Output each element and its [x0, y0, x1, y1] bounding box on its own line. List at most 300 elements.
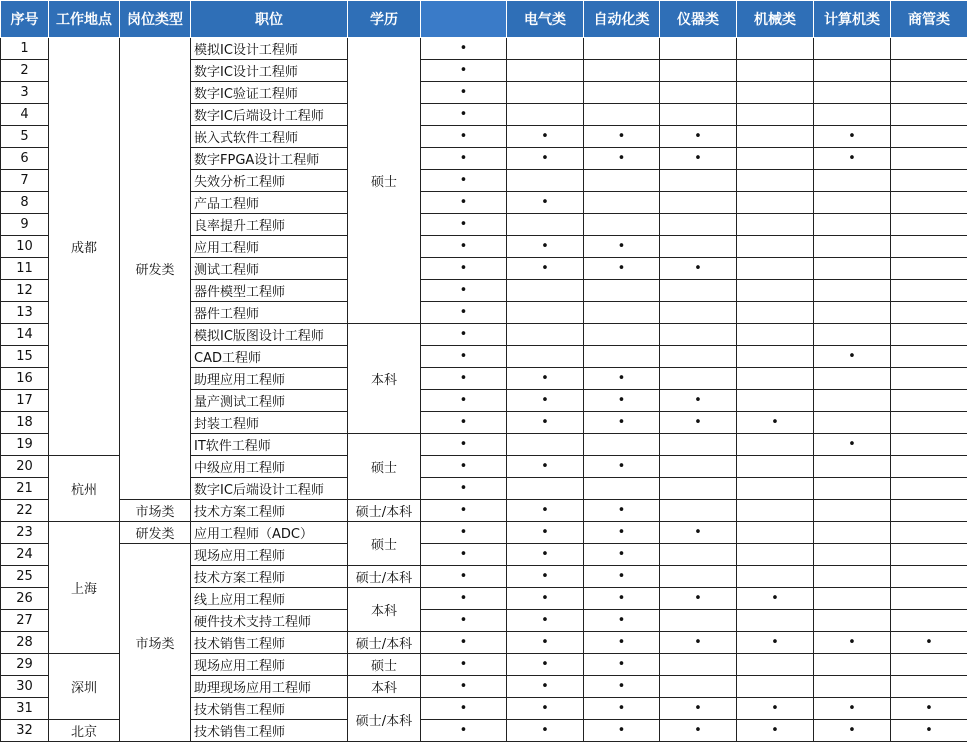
- major-mark-cell: •: [891, 720, 967, 742]
- major-mark-cell: [814, 412, 891, 434]
- major-mark-cell: •: [507, 126, 584, 148]
- major-mark-cell: •: [814, 632, 891, 654]
- major-mark-cell: [660, 368, 737, 390]
- major-mark-cell: •: [421, 456, 507, 478]
- major-mark-cell: •: [421, 192, 507, 214]
- major-mark-cell: [891, 126, 967, 148]
- major-mark-cell: •: [421, 236, 507, 258]
- major-mark-cell: [814, 522, 891, 544]
- major-mark-cell: [660, 82, 737, 104]
- major-mark-cell: [814, 654, 891, 676]
- major-mark-cell: [891, 280, 967, 302]
- major-mark-cell: •: [660, 698, 737, 720]
- major-mark-cell: [660, 676, 737, 698]
- position-cell: 中级应用工程师: [191, 456, 348, 478]
- major-mark-cell: [737, 302, 814, 324]
- job-type-cell: 市场类: [120, 500, 191, 522]
- major-mark-cell: [737, 500, 814, 522]
- major-mark-cell: [584, 192, 660, 214]
- major-mark-cell: •: [421, 214, 507, 236]
- major-mark-cell: [891, 104, 967, 126]
- major-mark-cell: •: [584, 412, 660, 434]
- major-mark-cell: •: [421, 676, 507, 698]
- major-mark-cell: [891, 82, 967, 104]
- major-mark-cell: [507, 324, 584, 346]
- position-cell: 数字IC验证工程师: [191, 82, 348, 104]
- major-mark-cell: [891, 214, 967, 236]
- major-mark-cell: [584, 38, 660, 60]
- row-number: 2: [1, 60, 49, 82]
- major-mark-cell: •: [814, 434, 891, 456]
- major-mark-cell: [737, 258, 814, 280]
- major-mark-cell: [814, 566, 891, 588]
- major-mark-cell: •: [584, 258, 660, 280]
- major-mark-cell: •: [737, 632, 814, 654]
- major-mark-cell: [660, 654, 737, 676]
- position-cell: 测试工程师: [191, 258, 348, 280]
- major-mark-cell: •: [421, 390, 507, 412]
- header-location: 工作地点: [49, 1, 120, 38]
- position-cell: 器件模型工程师: [191, 280, 348, 302]
- row-number: 14: [1, 324, 49, 346]
- row-number: 16: [1, 368, 49, 390]
- major-mark-cell: [507, 302, 584, 324]
- major-mark-cell: [507, 38, 584, 60]
- major-mark-cell: •: [737, 588, 814, 610]
- major-mark-cell: •: [507, 192, 584, 214]
- major-mark-cell: •: [814, 720, 891, 742]
- major-mark-cell: [737, 610, 814, 632]
- major-mark-cell: •: [507, 412, 584, 434]
- major-mark-cell: [814, 390, 891, 412]
- major-mark-cell: •: [814, 346, 891, 368]
- education-cell: 本科: [348, 588, 421, 632]
- major-mark-cell: •: [421, 324, 507, 346]
- major-mark-cell: [737, 214, 814, 236]
- major-mark-cell: [660, 170, 737, 192]
- job-type-cell: 市场类: [120, 544, 191, 742]
- row-number: 20: [1, 456, 49, 478]
- header-education: 学历: [348, 1, 421, 38]
- row-number: 30: [1, 676, 49, 698]
- major-mark-cell: •: [660, 588, 737, 610]
- row-number: 9: [1, 214, 49, 236]
- major-mark-cell: [891, 324, 967, 346]
- major-mark-cell: •: [584, 456, 660, 478]
- row-number: 23: [1, 522, 49, 544]
- major-mark-cell: [737, 126, 814, 148]
- position-cell: 应用工程师: [191, 236, 348, 258]
- major-mark-cell: •: [507, 148, 584, 170]
- row-number: 26: [1, 588, 49, 610]
- major-mark-cell: [737, 170, 814, 192]
- major-mark-cell: [891, 38, 967, 60]
- major-mark-cell: •: [660, 720, 737, 742]
- position-cell: 技术销售工程师: [191, 698, 348, 720]
- major-mark-cell: •: [507, 258, 584, 280]
- major-mark-cell: •: [584, 544, 660, 566]
- major-mark-cell: •: [891, 698, 967, 720]
- major-mark-cell: •: [421, 302, 507, 324]
- major-mark-cell: [660, 346, 737, 368]
- header-position: 职位: [191, 1, 348, 38]
- major-mark-cell: [737, 280, 814, 302]
- location-cell: 成都: [49, 38, 120, 456]
- major-mark-cell: •: [507, 522, 584, 544]
- major-mark-cell: •: [660, 126, 737, 148]
- major-mark-cell: [507, 60, 584, 82]
- major-mark-cell: [891, 676, 967, 698]
- position-cell: 线上应用工程师: [191, 588, 348, 610]
- major-mark-cell: [584, 478, 660, 500]
- education-cell: 硕士/本科: [348, 698, 421, 742]
- location-cell: 上海: [49, 522, 120, 654]
- header-business: 商管类: [891, 1, 967, 38]
- major-mark-cell: [814, 82, 891, 104]
- major-mark-cell: •: [584, 676, 660, 698]
- position-cell: 技术方案工程师: [191, 566, 348, 588]
- major-mark-cell: [814, 60, 891, 82]
- major-mark-cell: •: [507, 544, 584, 566]
- major-mark-cell: •: [660, 258, 737, 280]
- major-mark-cell: [660, 302, 737, 324]
- major-mark-cell: [814, 302, 891, 324]
- position-cell: 数字IC后端设计工程师: [191, 478, 348, 500]
- row-number: 15: [1, 346, 49, 368]
- major-mark-cell: [660, 544, 737, 566]
- major-mark-cell: [507, 280, 584, 302]
- row-number: 7: [1, 170, 49, 192]
- major-mark-cell: •: [421, 522, 507, 544]
- row-number: 27: [1, 610, 49, 632]
- position-cell: IT软件工程师: [191, 434, 348, 456]
- major-mark-cell: •: [584, 500, 660, 522]
- major-mark-cell: •: [737, 412, 814, 434]
- job-type-cell: 研发类: [120, 522, 191, 544]
- major-mark-cell: •: [507, 720, 584, 742]
- major-mark-cell: •: [421, 82, 507, 104]
- position-cell: 现场应用工程师: [191, 544, 348, 566]
- major-mark-cell: •: [421, 258, 507, 280]
- major-mark-cell: [737, 148, 814, 170]
- major-mark-cell: •: [660, 390, 737, 412]
- major-mark-cell: [660, 456, 737, 478]
- row-number: 19: [1, 434, 49, 456]
- major-mark-cell: [814, 610, 891, 632]
- major-mark-cell: [891, 478, 967, 500]
- major-mark-cell: [660, 500, 737, 522]
- major-mark-cell: [660, 610, 737, 632]
- major-mark-cell: •: [584, 566, 660, 588]
- major-mark-cell: •: [507, 654, 584, 676]
- row-number: 10: [1, 236, 49, 258]
- major-mark-cell: [507, 346, 584, 368]
- major-mark-cell: •: [421, 148, 507, 170]
- row-number: 25: [1, 566, 49, 588]
- major-mark-cell: •: [421, 632, 507, 654]
- major-mark-cell: •: [507, 500, 584, 522]
- position-cell: 现场应用工程师: [191, 654, 348, 676]
- major-mark-cell: [814, 214, 891, 236]
- row-number: 5: [1, 126, 49, 148]
- row-number: 6: [1, 148, 49, 170]
- major-mark-cell: •: [421, 412, 507, 434]
- major-mark-cell: [737, 434, 814, 456]
- major-mark-cell: [737, 676, 814, 698]
- major-mark-cell: [737, 566, 814, 588]
- major-mark-cell: •: [421, 588, 507, 610]
- major-mark-cell: •: [737, 698, 814, 720]
- major-mark-cell: [814, 258, 891, 280]
- major-mark-cell: [814, 170, 891, 192]
- major-mark-cell: [891, 258, 967, 280]
- major-mark-cell: •: [421, 434, 507, 456]
- position-cell: 技术销售工程师: [191, 720, 348, 742]
- major-mark-cell: [507, 434, 584, 456]
- position-cell: 技术销售工程师: [191, 632, 348, 654]
- major-mark-cell: •: [421, 346, 507, 368]
- position-cell: 封装工程师: [191, 412, 348, 434]
- major-mark-cell: [814, 478, 891, 500]
- row-number: 13: [1, 302, 49, 324]
- position-cell: 数字IC设计工程师: [191, 60, 348, 82]
- major-mark-cell: •: [421, 170, 507, 192]
- major-mark-cell: [660, 566, 737, 588]
- position-cell: 嵌入式软件工程师: [191, 126, 348, 148]
- location-cell: 北京: [49, 720, 120, 742]
- row-number: 32: [1, 720, 49, 742]
- position-cell: 器件工程师: [191, 302, 348, 324]
- major-mark-cell: [507, 478, 584, 500]
- major-mark-cell: [584, 82, 660, 104]
- major-mark-cell: •: [891, 632, 967, 654]
- major-mark-cell: •: [584, 698, 660, 720]
- position-cell: 技术方案工程师: [191, 500, 348, 522]
- education-cell: 硕士: [348, 522, 421, 566]
- major-mark-cell: •: [814, 126, 891, 148]
- header-mechanical: 机械类: [737, 1, 814, 38]
- major-mark-cell: [814, 280, 891, 302]
- major-mark-cell: •: [584, 588, 660, 610]
- major-mark-cell: •: [421, 698, 507, 720]
- job-type-cell: 研发类: [120, 38, 191, 500]
- major-mark-cell: [584, 346, 660, 368]
- row-number: 4: [1, 104, 49, 126]
- position-cell: 良率提升工程师: [191, 214, 348, 236]
- header-job-type: 岗位类型: [120, 1, 191, 38]
- major-mark-cell: [814, 104, 891, 126]
- row-number: 3: [1, 82, 49, 104]
- table-row: [1, 544, 967, 566]
- position-cell: 量产测试工程师: [191, 390, 348, 412]
- position-cell: 应用工程师（ADC）: [191, 522, 348, 544]
- major-mark-cell: [891, 192, 967, 214]
- major-mark-cell: [660, 280, 737, 302]
- major-mark-cell: [737, 82, 814, 104]
- major-mark-cell: [737, 236, 814, 258]
- major-mark-cell: [814, 544, 891, 566]
- position-cell: 硬件技术支持工程师: [191, 610, 348, 632]
- education-cell: 本科: [348, 676, 421, 698]
- major-mark-cell: •: [421, 500, 507, 522]
- major-mark-cell: •: [660, 522, 737, 544]
- major-mark-cell: •: [660, 632, 737, 654]
- major-mark-cell: [891, 566, 967, 588]
- major-mark-cell: •: [737, 720, 814, 742]
- major-mark-cell: [660, 434, 737, 456]
- major-mark-cell: •: [421, 38, 507, 60]
- major-mark-cell: [737, 522, 814, 544]
- major-mark-cell: •: [507, 566, 584, 588]
- major-mark-cell: [891, 522, 967, 544]
- position-cell: 助理应用工程师: [191, 368, 348, 390]
- major-mark-cell: •: [507, 676, 584, 698]
- major-mark-cell: [507, 214, 584, 236]
- major-mark-cell: [814, 38, 891, 60]
- major-mark-cell: [660, 478, 737, 500]
- education-cell: 硕士/本科: [348, 500, 421, 522]
- major-mark-cell: •: [584, 610, 660, 632]
- header-computer: 计算机类: [814, 1, 891, 38]
- major-mark-cell: •: [584, 632, 660, 654]
- major-mark-cell: •: [584, 236, 660, 258]
- row-number: 1: [1, 38, 49, 60]
- education-cell: 硕士: [348, 654, 421, 676]
- education-cell: 本科: [348, 324, 421, 434]
- major-mark-cell: •: [660, 148, 737, 170]
- table-row: [1, 38, 967, 60]
- major-mark-cell: [814, 456, 891, 478]
- location-cell: 深圳: [49, 654, 120, 720]
- major-mark-cell: •: [584, 522, 660, 544]
- major-mark-cell: [737, 654, 814, 676]
- row-number: 29: [1, 654, 49, 676]
- major-mark-cell: [737, 478, 814, 500]
- major-mark-cell: [584, 434, 660, 456]
- major-mark-cell: •: [421, 544, 507, 566]
- major-mark-cell: [891, 412, 967, 434]
- major-mark-cell: [507, 104, 584, 126]
- row-number: 22: [1, 500, 49, 522]
- major-mark-cell: [814, 368, 891, 390]
- major-mark-cell: [891, 610, 967, 632]
- header-automation: 自动化类: [584, 1, 660, 38]
- major-mark-cell: •: [584, 390, 660, 412]
- major-mark-cell: •: [421, 60, 507, 82]
- major-mark-cell: [660, 38, 737, 60]
- major-mark-cell: •: [507, 588, 584, 610]
- major-mark-cell: •: [507, 698, 584, 720]
- position-cell: 失效分析工程师: [191, 170, 348, 192]
- major-mark-cell: [584, 302, 660, 324]
- major-mark-cell: •: [421, 610, 507, 632]
- major-mark-cell: [660, 214, 737, 236]
- major-mark-cell: [737, 346, 814, 368]
- row-number: 8: [1, 192, 49, 214]
- major-mark-cell: •: [814, 698, 891, 720]
- major-mark-cell: [507, 82, 584, 104]
- major-mark-cell: [660, 236, 737, 258]
- row-number: 18: [1, 412, 49, 434]
- major-mark-cell: [660, 324, 737, 346]
- education-cell: 硕士: [348, 434, 421, 500]
- major-mark-cell: •: [421, 104, 507, 126]
- major-mark-cell: [737, 544, 814, 566]
- header-row: [1, 1, 967, 38]
- row-number: 28: [1, 632, 49, 654]
- major-mark-cell: [660, 192, 737, 214]
- major-mark-cell: [814, 236, 891, 258]
- major-mark-cell: [737, 60, 814, 82]
- position-cell: 产品工程师: [191, 192, 348, 214]
- position-cell: 数字FPGA设计工程师: [191, 148, 348, 170]
- major-mark-cell: [584, 170, 660, 192]
- table-body: [1, 38, 967, 742]
- major-mark-cell: [737, 104, 814, 126]
- major-mark-cell: [507, 170, 584, 192]
- major-mark-cell: [891, 368, 967, 390]
- major-mark-cell: •: [421, 126, 507, 148]
- major-mark-cell: •: [507, 236, 584, 258]
- major-mark-cell: [737, 368, 814, 390]
- row-number: 31: [1, 698, 49, 720]
- major-mark-cell: [584, 214, 660, 236]
- major-mark-cell: [891, 500, 967, 522]
- major-mark-cell: •: [421, 478, 507, 500]
- header-electrical: 电气类: [507, 1, 584, 38]
- major-mark-cell: •: [660, 412, 737, 434]
- major-mark-cell: •: [507, 456, 584, 478]
- major-mark-cell: [737, 38, 814, 60]
- education-cell: 硕士/本科: [348, 566, 421, 588]
- major-mark-cell: [814, 192, 891, 214]
- major-mark-cell: [891, 236, 967, 258]
- row-number: 17: [1, 390, 49, 412]
- major-mark-cell: •: [507, 610, 584, 632]
- major-mark-cell: [891, 302, 967, 324]
- major-mark-cell: •: [584, 368, 660, 390]
- position-cell: 数字IC后端设计工程师: [191, 104, 348, 126]
- major-mark-cell: [660, 60, 737, 82]
- row-number: 21: [1, 478, 49, 500]
- major-mark-cell: [737, 324, 814, 346]
- major-mark-cell: •: [507, 632, 584, 654]
- major-mark-cell: [891, 588, 967, 610]
- major-mark-cell: •: [584, 126, 660, 148]
- major-mark-cell: [814, 500, 891, 522]
- major-mark-cell: [891, 654, 967, 676]
- major-mark-cell: •: [421, 720, 507, 742]
- major-mark-cell: •: [584, 720, 660, 742]
- header-instrument: 仪器类: [660, 1, 737, 38]
- major-mark-cell: [891, 148, 967, 170]
- major-mark-cell: [891, 544, 967, 566]
- major-mark-cell: •: [507, 368, 584, 390]
- major-mark-cell: •: [507, 390, 584, 412]
- position-cell: CAD工程师: [191, 346, 348, 368]
- major-mark-cell: [891, 434, 967, 456]
- major-mark-cell: [891, 60, 967, 82]
- major-mark-cell: •: [584, 148, 660, 170]
- row-number: 12: [1, 280, 49, 302]
- major-mark-cell: •: [421, 654, 507, 676]
- location-cell: 杭州: [49, 456, 120, 522]
- row-number: 24: [1, 544, 49, 566]
- position-cell: 模拟IC设计工程师: [191, 38, 348, 60]
- major-mark-cell: •: [814, 148, 891, 170]
- major-mark-cell: [584, 324, 660, 346]
- major-mark-cell: [814, 676, 891, 698]
